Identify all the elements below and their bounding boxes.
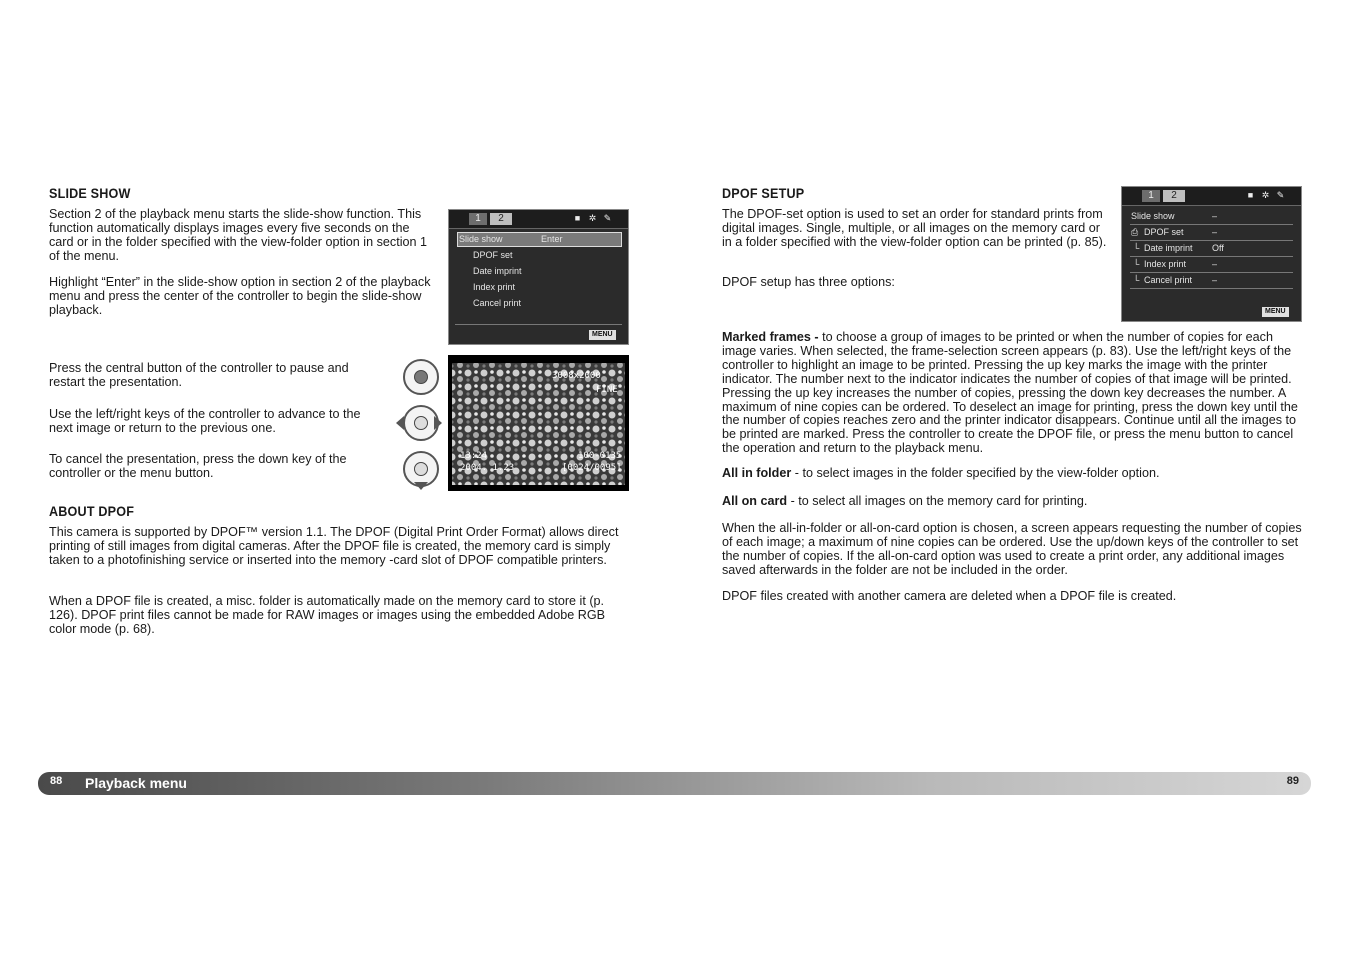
- advance-instruction: Use the left/right keys of the controller to advance to the next image or return to the previous one.: [49, 407, 361, 435]
- camera-icon: ■: [574, 213, 581, 223]
- wrench-icon: ✎: [1276, 190, 1285, 200]
- pause-instruction: Press the central button of the controller to pause and restart the presentation.: [49, 361, 349, 389]
- section-heading-about-dpof: ABOUT DPOF: [49, 503, 135, 519]
- all-on-card-label: All on card: [722, 494, 788, 508]
- right-page-number: 89: [1286, 775, 1299, 787]
- printer-icon: ⎙: [1131, 227, 1139, 237]
- right-arrow-icon: [434, 416, 442, 430]
- dpof-deletion-note: DPOF files created with another camera are deleted when a DPOF file is created.: [722, 589, 1177, 603]
- menu-row-date-imprint: Date imprint: [473, 266, 522, 276]
- footer-section-title: Playback menu: [85, 775, 187, 791]
- menu-row-cancel-print: Cancel print: [1144, 275, 1193, 285]
- tab-section-1: 1: [1142, 190, 1160, 202]
- section-heading-slide-show: SLIDE SHOW: [49, 185, 131, 201]
- wrench-icon: ✎: [603, 213, 612, 223]
- menu-row-dpof-set: DPOF set: [473, 250, 513, 260]
- marked-frames-paragraph: [722, 331, 1304, 456]
- about-dpof-paragraph-1: This camera is supported by DPOF™ version 1.1. The DPOF (Digital Print Order Format) allows direct printing of still images from digital cameras. After the DPOF file is created, the memory card is simply taken to a photofinishing service or inserted into the memory -card slot of DPOF compatible printers.: [49, 525, 619, 567]
- tab-section-2: 2: [1163, 190, 1185, 202]
- section-heading-dpof-setup: DPOF SETUP: [722, 185, 805, 201]
- menu-row-index-print: Index print: [1144, 259, 1187, 269]
- print-copies-paragraph: When the all-in-folder or all-on-card option is chosen, a screen appears requesting the number of copies of each image; a maximum of nine copies can be ordered. Use the up/down keys of the controller to set the number of copies. If the all-on-card option was used to create a print order, any additional images saved afterwards in the folder are not be included in the order.: [722, 521, 1302, 577]
- submenu-branch-icon: └: [1133, 259, 1140, 269]
- marked-frames-text: to choose a group of images to be printed or when the number of copies for each image varies. When selected, the frame-selection screen appears (p. 83). Use the left/right keys of the controller to highlight an image to be printed. Pressing the up key marks the image with the printer indicator. The number next to the indicator indicates the number of copies of that image will be printed. Pressing the up key increases the number of copies, pressing the down key decreases the number. A maximum of nine copies can be ordered. To deselect an image for printing, press the down key until the the number of copies reaches zero and the printer indicator disappears. Continue until all the images to be printed are marked. Press the controller to create the DPOF file, or press the menu button to cancel the operation and return to the playback menu.: [722, 330, 1298, 456]
- camera-menu-screen-slide-show: [448, 209, 629, 345]
- photo-date-readout: 2004. 1.23: [460, 463, 515, 473]
- menu-row-date-imprint: Date imprint: [1144, 243, 1193, 253]
- menu-row-slide-show: Slide show: [459, 234, 503, 244]
- controller-center-icon: [403, 359, 439, 395]
- left-arrow-icon: [396, 416, 404, 430]
- divider: [1130, 288, 1293, 289]
- tab-section-2: 2: [490, 213, 512, 225]
- about-dpof-paragraph-2: When a DPOF file is created, a misc. folder is automatically made on the memory card to store it (p. 126). DPOF print files cannot be made for RAW images or images using the embedded Adobe RGB color mode (p. 68).: [49, 594, 606, 636]
- all-on-card-paragraph: [722, 495, 1304, 509]
- menu-tab-bar: [1122, 187, 1301, 206]
- menu-button-icon: MENU: [589, 330, 616, 340]
- all-in-folder-paragraph: [722, 467, 1304, 481]
- photo-quality-readout: FINE: [596, 385, 618, 395]
- gear-icon: ✲: [1261, 190, 1270, 200]
- menu-value-enter: Enter: [541, 234, 563, 244]
- menu-value: –: [1212, 259, 1218, 269]
- dpof-setup-paragraph-2: DPOF setup has three options:: [722, 275, 895, 289]
- all-on-card-text: - to select all images on the memory card for printing.: [787, 494, 1088, 508]
- cancel-instruction: To cancel the presentation, press the down key of the controller or the menu button.: [49, 452, 347, 480]
- menu-row-index-print: Index print: [473, 282, 516, 292]
- menu-row-cancel-print: Cancel print: [473, 298, 522, 308]
- menu-value: Off: [1212, 243, 1224, 253]
- menu-row-dpof-set: DPOF set: [1144, 227, 1184, 237]
- menu-button-icon: MENU: [1262, 307, 1289, 317]
- left-page-number: 88: [50, 775, 63, 787]
- photo-frame-counter: [0024/0095]: [562, 463, 622, 473]
- submenu-branch-icon: └: [1133, 243, 1140, 253]
- menu-value: –: [1212, 211, 1218, 221]
- all-in-folder-label: All in folder: [722, 466, 792, 480]
- slide-show-paragraph-1: Section 2 of the playback menu starts the slide-show function. This function automatically displays images every five seconds on the card or in the folder specified with the view-folder option in section 1 of the menu.: [49, 207, 428, 263]
- menu-value: –: [1212, 227, 1218, 237]
- footer-bar: [38, 772, 1311, 795]
- photo-time-readout: 13:24: [460, 451, 488, 461]
- marked-frames-label: Marked frames -: [722, 330, 819, 344]
- gear-icon: ✲: [588, 213, 597, 223]
- divider: [455, 324, 622, 325]
- all-in-folder-text: - to select images in the folder specified by the view-folder option.: [791, 466, 1160, 480]
- menu-tab-bar: [449, 210, 628, 229]
- photo-file-number: 100-0135: [578, 451, 622, 461]
- menu-row-slide-show: Slide show: [1131, 211, 1175, 221]
- camera-icon: ■: [1247, 190, 1254, 200]
- slide-show-playback-image: [448, 355, 629, 491]
- dpof-setup-paragraph-1: The DPOF-set option is used to set an order for standard prints from digital images. Single, multiple, or all images on the memory card or in a folder specified with the view-folder option can be printed (p. 85).: [722, 207, 1107, 249]
- camera-menu-screen-dpof: [1121, 186, 1302, 322]
- down-arrow-icon: [414, 482, 428, 490]
- photo-size-readout: 3008x2000: [552, 371, 601, 381]
- menu-value: –: [1212, 275, 1218, 285]
- submenu-branch-icon: └: [1133, 275, 1140, 285]
- tab-section-1: 1: [469, 213, 487, 225]
- slide-show-paragraph-2: Highlight “Enter” in the slide-show option in section 2 of the playback menu and press the center of the controller to begin the slide-show playback.: [49, 275, 431, 317]
